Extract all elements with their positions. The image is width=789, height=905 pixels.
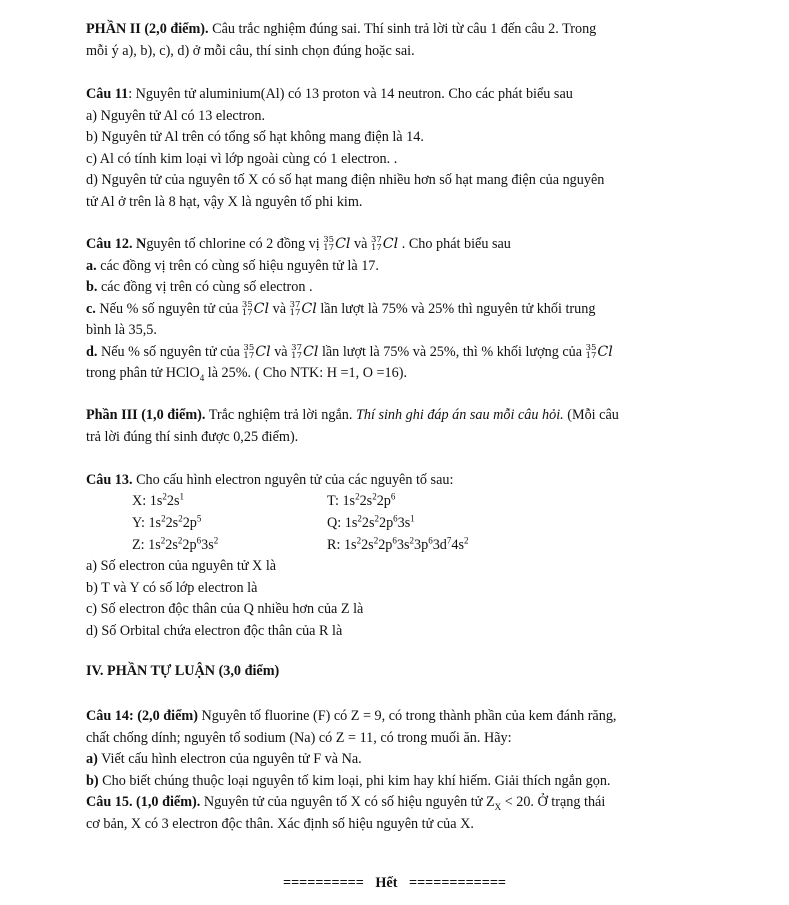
q13-item-b: b) T và Y có số lớp electron là (86, 579, 258, 596)
orbital-count: 2 (161, 513, 166, 524)
part4-title: IV. PHẦN TỰ LUẬN (3,0 điểm) (86, 663, 280, 679)
orbital-count: 2 (178, 513, 183, 524)
part2-section (86, 19, 706, 62)
config-label: X: (132, 493, 150, 509)
orbital: 2s (166, 493, 180, 509)
q13-item-d: d) Số Orbital chứa electron độc thân của R là (86, 622, 343, 639)
orbital: 1s (149, 493, 163, 509)
orbital-count: 2 (177, 535, 183, 546)
orbital: 3s (397, 515, 411, 531)
orbital: 2s (165, 515, 179, 531)
orbital-count: 1 (179, 491, 184, 502)
part4-section (86, 661, 706, 683)
config-Y (132, 513, 201, 535)
orbital: 2s (165, 537, 178, 553)
right-rule: ============ (409, 875, 507, 891)
orbital-count: 2 (213, 535, 219, 546)
q12-option-a: a. các đồng vị trên có cùng số hiệu nguyên tử là 17. (86, 257, 379, 274)
left-rule: ========== (282, 875, 364, 891)
q14-stem-line2: chất chống dính; nguyên tố sodium (Na) có Z = 11, có trong muối ăn. Hãy: (86, 729, 512, 746)
orbital: 1s (342, 493, 356, 509)
config-label: Q: (327, 515, 345, 531)
q13-label: Câu 13. (86, 472, 133, 488)
part3-intro-line2: trả lời đúng thí sinh được 0,25 điểm). (86, 428, 299, 445)
q15-stem-line1: Câu 15. (1,0 điểm). Nguyên tử của nguyên tố X có số hiệu nguyên tử $Z_X < 20$. Ở trạng thái (86, 794, 606, 812)
q11-option-d-line2: tử Al ở trên là 8 hạt, vậy X là nguyên tố phi kim. (86, 193, 363, 210)
q12-option-c-line2: bình là 35,5. (86, 322, 157, 338)
q13-stem: Câu 13. Cho cấu hình electron nguyên tử của các nguyên tố sau: (86, 472, 454, 488)
orbital-count: 5 (196, 513, 202, 524)
q12-label: Câu 12. N (86, 236, 147, 252)
orbital-count: 6 (196, 535, 202, 546)
q12-option-d-line1: d. Nếu % số nguyên tử của 35 17 Cl và 37 17 Cl lần lượt là 75% và 25%, thì % khối lượng của 35 17 Cl (86, 342, 706, 364)
isotope-cl35: 35 17 Cl (243, 342, 271, 361)
orbital: 2p (182, 537, 197, 553)
q11-label: Câu 11 (86, 86, 129, 102)
q14-item-b: b) Cho biết chúng thuộc loại nguyên tố kim loại, phi kim hay khí hiếm. Giải thích ngắn gọn. (86, 772, 611, 789)
orbital-count: 2 (373, 535, 379, 546)
isotope-cl37: 37 17 Cl (289, 299, 317, 318)
orbital-count: 1 (410, 513, 415, 524)
orbital-count: 6 (392, 535, 397, 546)
question-13 (86, 470, 706, 492)
part3-title: Phần III (1,0 điểm). (86, 407, 206, 423)
orbital-count: 2 (372, 491, 377, 502)
part2-title: PHẦN II (2,0 điểm). (86, 21, 209, 37)
end-marker (0, 875, 789, 892)
config-label: T: (327, 493, 343, 509)
q11-option-c: c) Al có tính kim loại vì lớp ngoài cùng có 1 electron. . (86, 150, 398, 167)
orbital: 2s (361, 537, 374, 553)
question-14 (86, 706, 706, 792)
orbital-count: 6 (393, 513, 398, 524)
q15-stem-line2: cơ bản, X có 3 electron độc thân. Xác định số hiệu nguyên tử của X. (86, 815, 474, 832)
orbital: 3s (201, 537, 214, 553)
orbital: 4s (451, 537, 465, 553)
q15-label: Câu 15. (1,0 điểm). (86, 794, 201, 810)
orbital: 3d (432, 537, 447, 553)
q13-item-c: c) Số electron độc thân của Q nhiều hơn của Z là (86, 601, 364, 617)
orbital-count: 2 (357, 513, 362, 524)
orbital-count: 2 (356, 535, 362, 546)
config-label: R: (327, 537, 344, 553)
orbital: 2p (376, 493, 391, 509)
orbital-count: 2 (160, 535, 166, 546)
orbital: 2s (361, 515, 375, 531)
q12-option-c-line1: c. Nếu % số nguyên tử của 35 17 Cl và 37 17 Cl lần lượt là 75% và 25% thì nguyên tử khối trung (86, 299, 706, 321)
orbital-count: 2 (464, 535, 469, 546)
config-X (132, 491, 184, 513)
q14-item-a: a) Viết cấu hình electron của nguyên tử F và Na. (86, 751, 362, 767)
question-12 (86, 234, 706, 385)
q12-stem: Câu 12. Nguyên tố chlorine có 2 đồng vị 35 17 Cl và 37 17 Cl . Cho phát biểu sau (86, 234, 706, 256)
orbital: 3s (396, 537, 410, 553)
part2-intro-line1 (86, 19, 706, 41)
q14-stem-line1: Câu 14: (2,0 điểm) Nguyên tố fluorine (F) có Z = 9, có trong thành phần của kem đánh răng, (86, 708, 617, 724)
config-Q (327, 513, 415, 535)
orbital: 3p (414, 537, 429, 553)
part3-intro-line1: Phần III (1,0 điểm). Trắc nghiệm trả lời ngắn. Thí sinh ghi đáp án sau mỗi câu hỏi. (Mỗi câu (86, 407, 619, 423)
q11-option-d-line1: d) Nguyên tử của nguyên tố X có số hạt mang điện nhiều hơn số hạt mang điện của nguyên (86, 172, 605, 188)
question-15 (86, 792, 706, 835)
orbital-count: 6 (428, 535, 433, 546)
part2-intro-line2: mỗi ý a), b), c), d) ở mỗi câu, thí sinh chọn đúng hoặc sai. (86, 42, 415, 59)
config-Z (132, 535, 218, 557)
orbital-count: 2 (374, 513, 379, 524)
q13-items (86, 556, 706, 642)
orbital: 1s (344, 515, 358, 531)
isotope-cl35: 35 17 Cl (241, 299, 270, 318)
isotope-cl35: 35 17 Cl (323, 235, 351, 253)
q11-option-a: a) Nguyên tử Al có 13 electron. (86, 107, 266, 124)
q12-option-d-line2: trong phân tử HClO$_4$ là 25%. ( Cho NTK: H =1, O =16). (86, 365, 407, 383)
q11-text: : Nguyên tử aluminium(Al) có 13 proton và 14 neutron. Cho các phát biểu sau (128, 86, 573, 102)
orbital: 2s (359, 493, 373, 509)
config-T (327, 491, 395, 513)
isotope-cl37: 37 17 Cl (291, 342, 319, 361)
q12-option-b: b. các đồng vị trên có cùng số electron . (86, 279, 313, 295)
end-word: Hết (375, 875, 398, 891)
orbital: 2p (378, 515, 394, 531)
config-label: Y: (132, 515, 149, 531)
isotope-cl35: 35 17 Cl (585, 342, 613, 361)
orbital: 1s (343, 537, 357, 553)
config-R (327, 535, 469, 557)
config-label: Z: (132, 537, 149, 553)
orbital-count: 6 (390, 491, 396, 502)
part3-section (86, 405, 706, 448)
q12-text: guyên tố chlorine có 2 đồng vị (146, 236, 324, 252)
isotope-cl37: 37 17 Cl (370, 235, 399, 253)
orbital: 2p (182, 515, 197, 531)
orbital: 1s (148, 515, 162, 531)
orbital: 1s (148, 537, 161, 553)
q13-item-a: a) Số electron của nguyên tử X là (86, 558, 277, 574)
question-11 (86, 84, 706, 213)
orbital-count: 7 (446, 535, 452, 546)
orbital-count: 2 (409, 535, 415, 546)
part2-intro-text: Câu trắc nghiệm đúng sai. Thí sinh trả lời từ câu 1 đến câu 2. Trong (208, 21, 597, 37)
orbital-count: 2 (162, 491, 167, 502)
orbital-count: 2 (355, 491, 360, 502)
orbital: 2p (378, 537, 393, 553)
q11-option-b: b) Nguyên tử Al trên có tổng số hạt không mang điện là 14. (86, 129, 424, 145)
q11-stem (86, 84, 706, 106)
q14-label: Câu 14: (2,0 điểm) (86, 708, 198, 724)
